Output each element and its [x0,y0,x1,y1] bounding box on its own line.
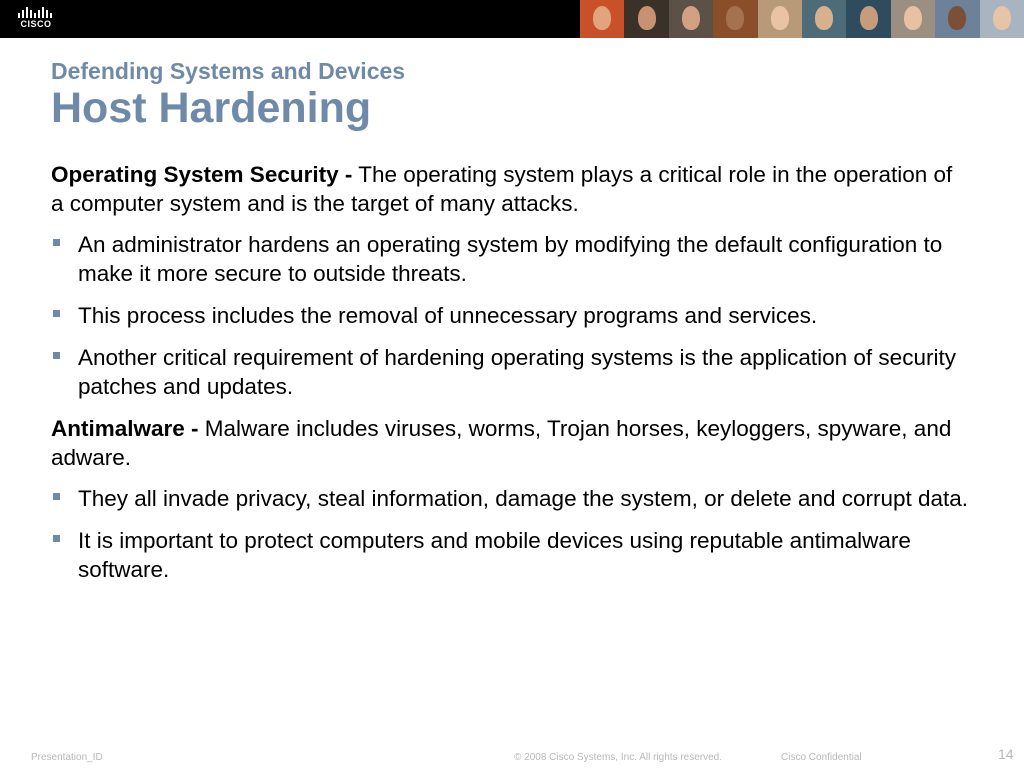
person-photo-icon [904,6,922,30]
bullet-item [51,230,971,288]
bullet-text: An administrator hardens an operating system by modifying the default configuration to make it more secure to outside threats. [78,232,943,286]
slide-subtitle: Defending Systems and Devices [51,58,406,84]
person-photo-icon [682,6,700,30]
bullet-item [51,484,971,513]
section-lead: Operating System Security - [51,162,353,187]
header-photo [802,0,846,38]
bullet-square-icon [53,493,60,500]
bullet-item [51,526,971,584]
bullet-text: They all invade privacy, steal information, damage the system, or delete and corrupt data. [78,486,969,511]
person-photo-icon [815,6,833,30]
header-photo [713,0,757,38]
person-photo-icon [726,6,744,30]
header-photo [580,0,624,38]
person-photo-icon [638,6,656,30]
section-paragraph [51,414,971,472]
bullet-item [51,301,971,330]
header-photo [846,0,890,38]
person-photo-icon [771,6,789,30]
photo-strip [580,0,1024,38]
person-photo-icon [860,6,878,30]
header-photo [669,0,713,38]
footer-confidential: Cisco Confidential [781,752,862,763]
bullet-square-icon [53,310,60,317]
header-photo [935,0,979,38]
bullet-square-icon [53,535,60,542]
header-photo [624,0,668,38]
header-bar [0,0,1024,38]
slide-title: Host Hardening [51,84,372,132]
cisco-logo [12,5,60,33]
section-text: Malware includes viruses, worms, Trojan horses, keyloggers, spyware, and adware. [51,416,952,470]
person-photo-icon [948,6,966,30]
section-text: The operating system plays a critical role in the operation of a computer system and is the target of many attacks. [51,162,953,216]
bullet-text: It is important to protect computers and mobile devices using reputable antimalware software. [78,528,911,582]
header-photo [980,0,1024,38]
page-number: 14 [998,746,1014,762]
person-photo-icon [993,6,1011,30]
header-photo [758,0,802,38]
bullet-square-icon [53,352,60,359]
bullet-text: This process includes the removal of unnecessary programs and services. [78,303,818,328]
person-photo-icon [593,6,611,30]
section-lead: Antimalware - [51,416,199,441]
bullet-text: Another critical requirement of hardening operating systems is the application of security patches and updates. [78,345,956,399]
logo-text: CISCO [20,19,52,29]
bullet-item [51,343,971,401]
footer-presentation-id: Presentation_ID [31,752,103,763]
cisco-bridge-icon [12,5,60,19]
slide-content [51,160,971,597]
footer-copyright: © 2008 Cisco Systems, Inc. All rights reserved. [514,752,723,763]
section-paragraph [51,160,971,218]
header-photo [891,0,935,38]
bullet-square-icon [53,239,60,246]
